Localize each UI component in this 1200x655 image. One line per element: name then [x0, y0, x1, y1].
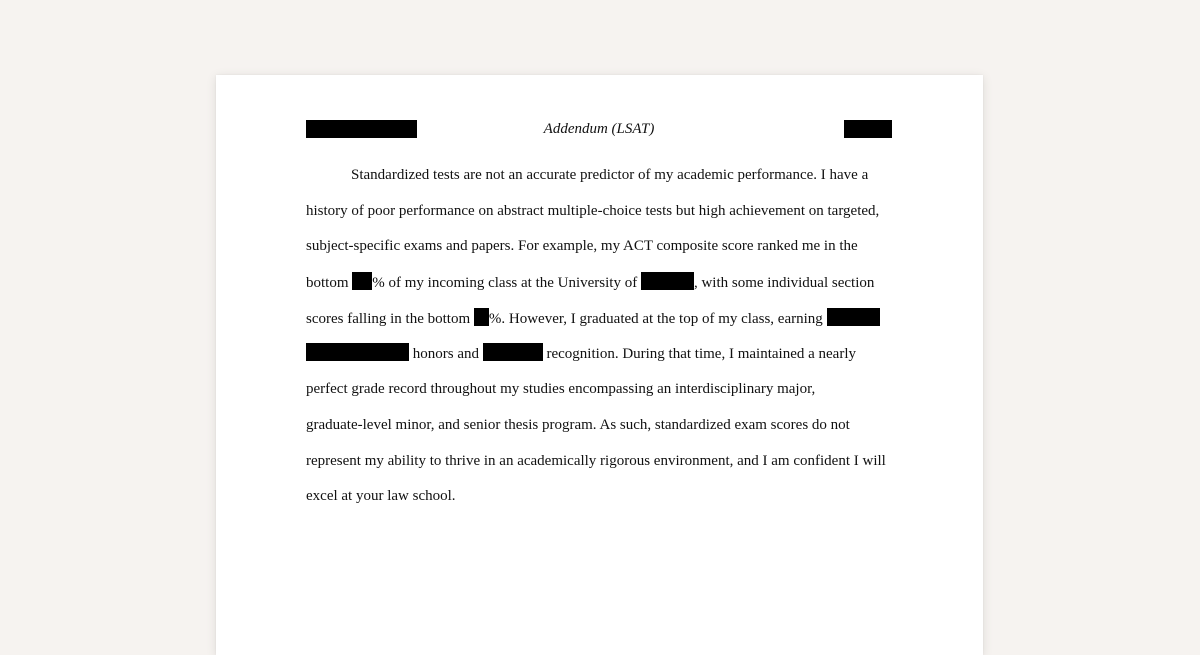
paragraph-line: [306, 272, 906, 293]
paragraph-line: Standardized tests are not an accurate predictor of my academic performance. I have a: [351, 167, 869, 183]
line-segment: % of my incoming class at the University of: [372, 275, 641, 291]
redacted-block: [483, 343, 543, 361]
paragraph-line: represent my ability to thrive in an academically rigorous environment, and I am confident I will: [306, 453, 886, 469]
document-page: [216, 75, 983, 655]
paragraph-line: excel at your law school.: [306, 488, 456, 504]
paragraph-line: history of poor performance on abstract multiple-choice tests but high achievement on targeted,: [306, 203, 880, 219]
redacted-block: [306, 343, 409, 361]
paragraph-line: subject-specific exams and papers. For example, my ACT composite score ranked me in the: [306, 238, 858, 254]
paragraph-line: [306, 343, 906, 364]
line-segment: scores falling in the bottom: [306, 311, 474, 327]
line-segment: bottom: [306, 275, 353, 291]
redacted-id-block: [844, 120, 892, 138]
line-segment: honors and: [409, 346, 483, 362]
paragraph-line: graduate-level minor, and senior thesis program. As such, standardized exam scores do not: [306, 417, 850, 433]
redacted-block: [474, 308, 489, 326]
paragraph-line: [306, 308, 906, 329]
line-segment: , with some individual section: [693, 275, 875, 291]
line-segment: %. However, I graduated at the top of my class, earning: [488, 311, 827, 327]
redacted-block: [352, 272, 372, 290]
paragraph-line: perfect grade record throughout my studies encompassing an interdisciplinary major,: [306, 381, 816, 397]
redacted-block: [827, 308, 880, 326]
line-segment: recognition. During that time, I maintained a nearly: [542, 346, 856, 362]
header-title: Addendum (LSAT): [543, 121, 655, 137]
redacted-block: [641, 272, 694, 290]
